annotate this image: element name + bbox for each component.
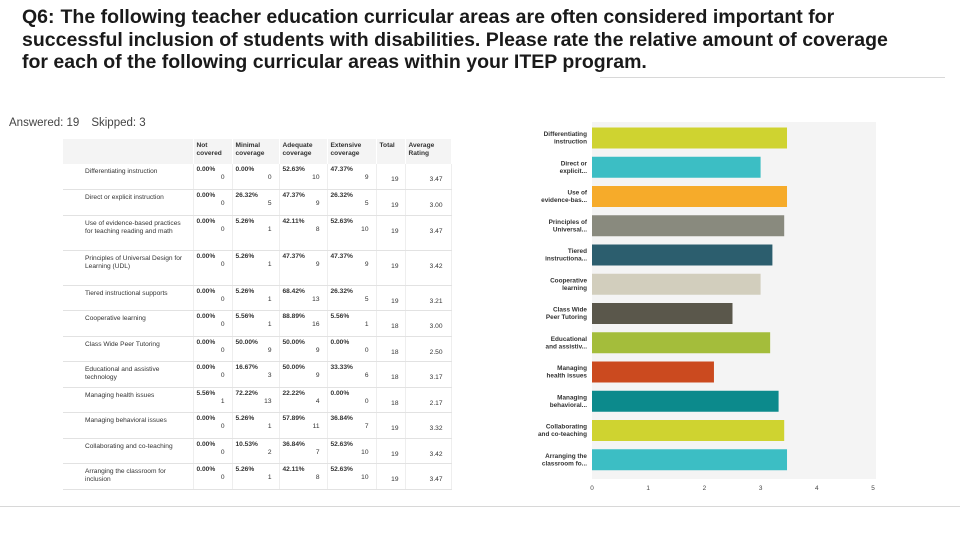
bar — [592, 186, 787, 207]
bar — [592, 362, 714, 383]
table-header: Adequate coverage — [279, 139, 327, 164]
row-total: 19 — [376, 190, 405, 216]
response-cell — [193, 215, 232, 250]
cell-count: 0 — [220, 346, 225, 354]
response-cell — [279, 190, 327, 216]
bar — [592, 274, 761, 295]
cell-count: 11 — [312, 423, 320, 430]
cell-percent: 0.00% — [196, 252, 216, 260]
response-cell — [279, 336, 327, 362]
cell-percent: 0.00% — [196, 217, 216, 225]
response-cell — [193, 413, 232, 439]
cell-percent: 26.32% — [330, 192, 353, 199]
response-cell — [327, 285, 376, 311]
cell-percent: 5.56% — [235, 313, 255, 320]
bar — [592, 391, 779, 412]
response-cell — [232, 464, 279, 490]
cell-count: 1 — [364, 321, 369, 328]
cell-count: 10 — [361, 448, 369, 456]
cell-count: 1 — [267, 423, 272, 430]
divider-bottom — [0, 506, 960, 507]
cell-percent: 0.00% — [330, 338, 350, 346]
bar-chart-svg — [527, 122, 877, 504]
cell-count: 9 — [315, 260, 320, 268]
cell-percent: 88.89% — [282, 313, 305, 320]
cell-count: 0 — [220, 448, 225, 456]
response-cell — [232, 387, 279, 413]
row-label: Managing health issues — [63, 387, 193, 413]
row-label: Educational and assistive technology — [63, 362, 193, 388]
category-label: Collaborating — [545, 423, 587, 431]
cell-count: 10 — [361, 474, 369, 481]
bar — [592, 449, 787, 470]
row-label: Class Wide Peer Tutoring — [63, 336, 193, 362]
category-label: and co-teaching — [537, 431, 587, 438]
cell-percent: 72.22% — [235, 389, 258, 397]
category-label: learning — [562, 284, 587, 292]
cell-count: 16 — [312, 321, 320, 328]
row-total: 19 — [376, 250, 405, 285]
cell-percent: 0.00% — [196, 313, 216, 320]
divider-top — [600, 77, 945, 78]
row-label: Arranging the classroom for inclusion — [63, 464, 193, 490]
response-cell — [232, 215, 279, 250]
row-average: 3.21 — [405, 285, 451, 311]
cell-count: 1 — [267, 260, 272, 268]
cell-percent: 47.37% — [330, 252, 353, 260]
cell-count: 0 — [220, 474, 225, 481]
cell-percent: 0.00% — [196, 466, 216, 473]
cell-count: 13 — [264, 397, 272, 405]
response-cell — [193, 464, 232, 490]
cell-count: 5 — [267, 200, 272, 207]
row-total: 19 — [376, 215, 405, 250]
cell-percent: 5.56% — [196, 389, 216, 397]
cell-percent: 0.00% — [196, 440, 216, 448]
response-cell — [279, 438, 327, 464]
cell-percent: 5.26% — [235, 252, 255, 260]
response-cell — [193, 387, 232, 413]
cell-count: 0 — [267, 174, 272, 181]
cell-count: 8 — [315, 225, 320, 233]
response-cell — [232, 438, 279, 464]
category-label: health issues — [546, 372, 587, 380]
row-label: Principles of Universal Design for Learning (UDL) — [63, 250, 193, 285]
response-cell — [327, 311, 376, 337]
response-cell — [327, 387, 376, 413]
cell-count: 0 — [220, 372, 225, 379]
category-label: Managing — [557, 394, 587, 402]
table-row — [63, 387, 451, 413]
category-label: Use of — [567, 189, 587, 197]
cell-count: 9 — [315, 200, 320, 207]
cell-count: 6 — [364, 372, 369, 379]
table-row — [63, 413, 451, 439]
cell-percent: 52.63% — [330, 466, 353, 473]
table-row — [63, 190, 451, 216]
category-label: Educational — [550, 335, 587, 343]
category-label: Arranging the — [545, 452, 587, 460]
bar — [592, 245, 772, 266]
category-label: and assistiv... — [545, 343, 587, 351]
table-row — [63, 438, 451, 464]
response-cell — [193, 190, 232, 216]
cell-count: 5 — [364, 295, 369, 303]
response-cell — [232, 336, 279, 362]
answered-count: Answered: 19 — [9, 117, 80, 129]
bar — [592, 420, 784, 441]
row-average: 3.00 — [405, 190, 451, 216]
row-label: Differentiating instruction — [63, 164, 193, 190]
cell-percent: 36.84% — [330, 415, 353, 422]
table-row — [63, 285, 451, 311]
category-label: Cooperative — [550, 277, 587, 285]
row-total: 19 — [376, 464, 405, 490]
row-total: 18 — [376, 336, 405, 362]
row-label: Managing behavioral issues — [63, 413, 193, 439]
cell-count: 0 — [220, 174, 225, 181]
cell-percent: 33.33% — [330, 364, 353, 371]
cell-percent: 36.84% — [282, 440, 305, 448]
table-header-blank — [63, 139, 193, 164]
table-header: Not covered — [193, 139, 232, 164]
cell-percent: 0.00% — [196, 287, 216, 295]
cell-percent: 42.11% — [282, 217, 305, 225]
cell-count: 2 — [267, 448, 272, 456]
row-total: 18 — [376, 362, 405, 388]
category-label: instructiona... — [545, 255, 587, 263]
row-average: 3.47 — [405, 215, 451, 250]
response-cell — [327, 464, 376, 490]
cell-percent: 0.00% — [330, 389, 350, 397]
response-cell — [279, 413, 327, 439]
row-label: Use of evidence-based practices for teaching reading and math — [63, 215, 193, 250]
cell-count: 1 — [220, 397, 225, 405]
cell-percent: 0.00% — [196, 415, 216, 422]
response-cell — [193, 250, 232, 285]
row-average: 3.32 — [405, 413, 451, 439]
table-header: Extensive coverage — [327, 139, 376, 164]
row-total: 19 — [376, 164, 405, 190]
table-row — [63, 250, 451, 285]
cell-count: 9 — [315, 372, 320, 379]
cell-count: 9 — [315, 346, 320, 354]
response-cell — [193, 164, 232, 190]
category-label: Differentiating — [543, 131, 587, 138]
cell-percent: 22.22% — [282, 389, 305, 397]
row-label: Tiered instructional supports — [63, 285, 193, 311]
cell-percent: 50.00% — [235, 338, 258, 346]
cell-percent: 52.63% — [282, 166, 305, 173]
category-label: Managing — [557, 365, 587, 372]
cell-count: 0 — [364, 397, 369, 405]
cell-count: 1 — [267, 295, 272, 303]
row-average: 2.50 — [405, 336, 451, 362]
table-row — [63, 164, 451, 190]
response-cell — [232, 164, 279, 190]
table-row — [63, 311, 451, 337]
bar — [592, 215, 784, 236]
response-cell — [232, 250, 279, 285]
cell-count: 7 — [364, 423, 369, 430]
average-rating-chart — [527, 122, 877, 504]
response-cell — [327, 362, 376, 388]
cell-percent: 5.26% — [235, 415, 255, 422]
cell-count: 4 — [315, 397, 320, 405]
results-table — [63, 139, 452, 490]
question-text: The following teacher education curricular areas are often considered important for successful inclusion of students with disabilities. Please rate the relative amount of coverage for each of the following curricular areas within your ITEP program. — [22, 6, 888, 73]
category-label: evidence-bas... — [541, 197, 587, 204]
bar — [592, 332, 770, 353]
response-cell — [279, 250, 327, 285]
row-label: Cooperative learning — [63, 311, 193, 337]
row-average: 3.47 — [405, 464, 451, 490]
category-label: Direct or — [560, 160, 587, 168]
cell-percent: 68.42% — [282, 287, 305, 295]
cell-count: 3 — [267, 372, 272, 379]
cell-count: 10 — [312, 174, 320, 181]
response-cell — [193, 285, 232, 311]
row-average: 3.47 — [405, 164, 451, 190]
results-table-panel — [63, 139, 451, 483]
table-header-row — [63, 139, 451, 164]
cell-count: 0 — [220, 321, 225, 328]
cell-count: 1 — [267, 225, 272, 233]
cell-count: 0 — [220, 260, 225, 268]
bar — [592, 303, 733, 324]
response-cell — [327, 250, 376, 285]
category-label: Class Wide — [552, 306, 587, 314]
response-cell — [232, 413, 279, 439]
cell-count: 9 — [364, 260, 369, 268]
row-total: 18 — [376, 387, 405, 413]
category-label: classroom fo... — [541, 460, 587, 468]
response-cell — [279, 215, 327, 250]
response-cell — [327, 438, 376, 464]
x-tick-label: 0 — [590, 485, 594, 492]
cell-percent: 16.67% — [235, 364, 258, 371]
category-label: explicit... — [559, 167, 587, 175]
cell-count: 0 — [220, 423, 225, 430]
cell-percent: 50.00% — [282, 364, 305, 371]
cell-percent: 0.00% — [196, 192, 216, 199]
row-average: 3.00 — [405, 311, 451, 337]
response-cell — [232, 362, 279, 388]
cell-count: 1 — [267, 321, 272, 328]
cell-count: 13 — [312, 295, 320, 303]
cell-percent: 50.00% — [282, 338, 305, 346]
table-header: Average Rating — [405, 139, 451, 164]
table-header: Minimal coverage — [232, 139, 279, 164]
cell-percent: 10.53% — [235, 440, 258, 448]
cell-percent: 0.00% — [235, 166, 255, 173]
response-cell — [279, 164, 327, 190]
response-cell — [193, 336, 232, 362]
row-average: 3.42 — [405, 438, 451, 464]
cell-percent: 5.26% — [235, 287, 255, 295]
row-total: 19 — [376, 438, 405, 464]
cell-count: 10 — [361, 225, 369, 233]
response-cell — [327, 164, 376, 190]
cell-percent: 47.37% — [282, 252, 305, 260]
response-cell — [232, 311, 279, 337]
cell-percent: 0.00% — [196, 364, 216, 371]
skipped-count: Skipped: 3 — [91, 117, 146, 129]
response-cell — [193, 362, 232, 388]
x-tick-label: 2 — [702, 485, 707, 492]
response-cell — [327, 413, 376, 439]
cell-count: 7 — [315, 448, 320, 456]
row-total: 18 — [376, 311, 405, 337]
category-label: Universal... — [552, 226, 587, 234]
table-row — [63, 336, 451, 362]
response-cell — [193, 438, 232, 464]
cell-count: 0 — [220, 225, 225, 233]
category-label: Tiered — [567, 248, 587, 255]
table-row — [63, 215, 451, 250]
response-cell — [327, 336, 376, 362]
cell-percent: 47.37% — [282, 192, 305, 199]
bar — [592, 128, 787, 149]
row-label: Direct or explicit instruction — [63, 190, 193, 216]
category-label: behavioral... — [549, 401, 587, 409]
cell-count: 0 — [220, 295, 225, 303]
cell-count: 9 — [267, 346, 272, 354]
x-tick-label: 1 — [646, 485, 650, 492]
cell-percent: 5.56% — [330, 313, 350, 320]
cell-percent: 47.37% — [330, 166, 353, 173]
response-cell — [279, 464, 327, 490]
cell-count: 8 — [315, 474, 320, 481]
category-label: Peer Tutoring — [545, 314, 587, 321]
cell-percent: 57.89% — [282, 415, 305, 422]
cell-count: 1 — [267, 474, 272, 481]
response-cell — [327, 190, 376, 216]
row-total: 19 — [376, 285, 405, 311]
x-tick-label: 5 — [871, 485, 875, 492]
response-cell — [232, 285, 279, 311]
response-cell — [232, 190, 279, 216]
cell-percent: 5.26% — [235, 217, 255, 225]
table-row — [63, 464, 451, 490]
x-tick-label: 4 — [815, 485, 819, 492]
category-label: Principles of — [548, 218, 587, 226]
cell-percent: 52.63% — [330, 440, 353, 448]
response-cell — [279, 362, 327, 388]
table-body — [63, 164, 451, 489]
row-average: 3.17 — [405, 362, 451, 388]
response-cell — [193, 311, 232, 337]
cell-percent: 5.26% — [235, 466, 255, 473]
response-cell — [279, 387, 327, 413]
question-title — [22, 6, 902, 74]
bar — [592, 157, 761, 178]
row-average: 2.17 — [405, 387, 451, 413]
cell-percent: 0.00% — [196, 338, 216, 346]
response-cell — [327, 215, 376, 250]
cell-count: 9 — [364, 174, 369, 181]
x-tick-label: 3 — [758, 485, 763, 492]
cell-count: 5 — [364, 200, 369, 207]
row-total: 19 — [376, 413, 405, 439]
cell-percent: 52.63% — [330, 217, 353, 225]
table-header: Total — [376, 139, 405, 164]
cell-percent: 26.32% — [235, 192, 258, 199]
table-row — [63, 362, 451, 388]
cell-percent: 42.11% — [282, 466, 305, 473]
cell-count: 0 — [364, 346, 369, 354]
response-cell — [279, 285, 327, 311]
question-number: Q6: — [22, 6, 55, 28]
cell-percent: 0.00% — [196, 166, 216, 173]
response-cell — [279, 311, 327, 337]
row-label: Collaborating and co-teaching — [63, 438, 193, 464]
cell-count: 0 — [220, 200, 225, 207]
category-label: instruction — [553, 138, 587, 146]
cell-percent: 26.32% — [330, 287, 353, 295]
row-average: 3.42 — [405, 250, 451, 285]
response-stats — [9, 117, 158, 129]
